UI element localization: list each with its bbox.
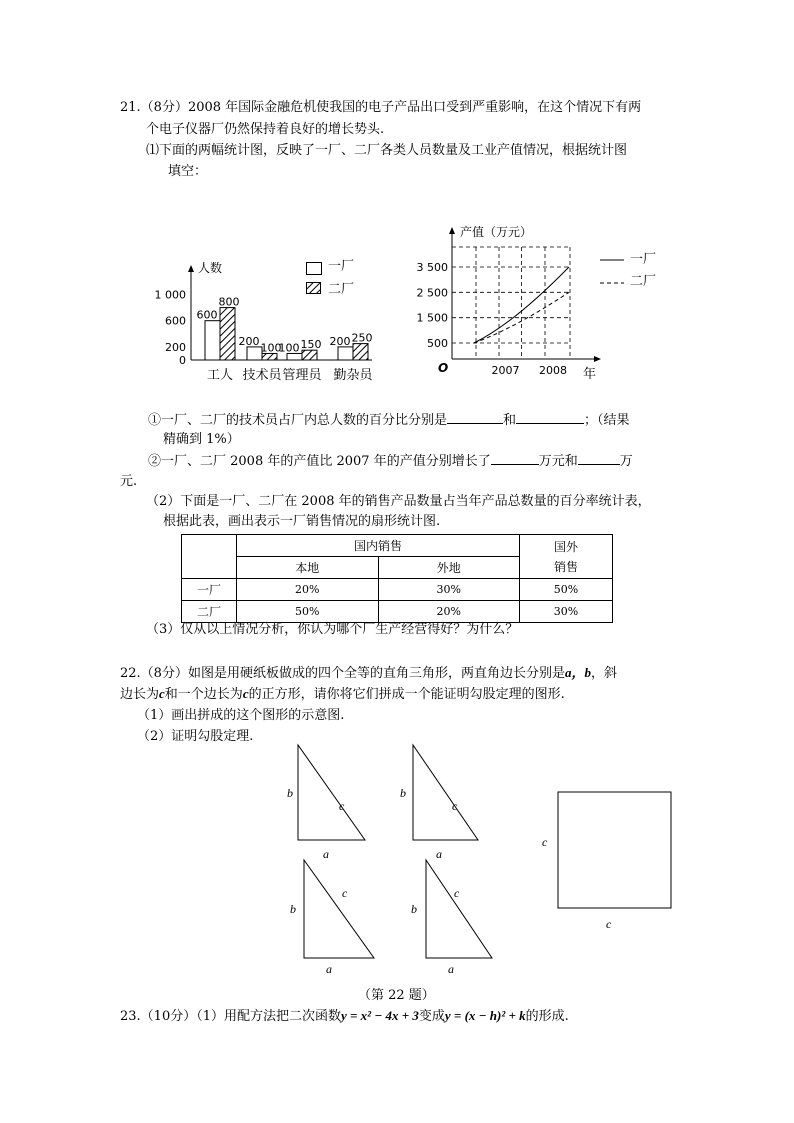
q22-line2-pre: 边长为 bbox=[120, 687, 160, 702]
line-x-tick: 2008 bbox=[539, 364, 567, 377]
table-cell-factory: 一厂 bbox=[182, 579, 237, 601]
q22-line1 bbox=[120, 664, 617, 683]
triangle-3 bbox=[304, 860, 374, 958]
q22-vars-ab: a，b bbox=[564, 665, 591, 680]
table-header-local: 本地 bbox=[237, 557, 379, 579]
table-cell-local: 50% bbox=[237, 601, 379, 623]
legend-label-factory1: 一厂 bbox=[328, 259, 355, 274]
table-row bbox=[182, 579, 613, 601]
answer-blank-1[interactable] bbox=[447, 411, 503, 424]
q21-intro-line2: 个电子仪器厂仍然保持着良好的增长势头. bbox=[146, 122, 385, 137]
q21-subquestion-1 bbox=[148, 411, 630, 430]
line-legend-factory2: 二厂 bbox=[630, 274, 657, 289]
q23-text-post: 的形成. bbox=[525, 1009, 569, 1024]
line-legend-marks bbox=[598, 252, 628, 292]
bar-y-tick: 200 bbox=[165, 340, 186, 354]
side-label-c: c bbox=[542, 835, 548, 849]
bar-factory1 bbox=[205, 321, 220, 360]
bar-category-label: 勤杂员 bbox=[333, 368, 373, 383]
side-label-c: c bbox=[454, 886, 460, 900]
q22-sub2: （2）证明勾股定理. bbox=[137, 729, 254, 744]
line-x-tick: 2007 bbox=[491, 364, 520, 377]
s2-text-pre: ②一厂、二厂 2008 年的产值比 2007 年的产值分别增长了 bbox=[148, 454, 491, 469]
bar-value-label: 800 bbox=[218, 295, 240, 309]
side-label-a: a bbox=[326, 962, 332, 976]
bar-factory1 bbox=[338, 347, 353, 360]
triangle-1 bbox=[298, 745, 365, 840]
q21-part3: （3）仅从以上情况分析，你认为哪个厂生产经营得好？为什么？ bbox=[146, 622, 519, 637]
side-label-a: a bbox=[448, 962, 454, 976]
bar-category-label: 工人 bbox=[206, 368, 234, 383]
side-label-c: c bbox=[339, 799, 345, 813]
bar-value-label: 200 bbox=[238, 334, 260, 348]
q21-subquestion-2-line2: 元. bbox=[120, 474, 138, 489]
bar-value-label: 600 bbox=[196, 308, 218, 322]
q23-text-mid: 变成 bbox=[418, 1009, 445, 1024]
bar-factory2 bbox=[353, 344, 368, 360]
answer-blank-2[interactable] bbox=[516, 411, 584, 424]
origin-label: O bbox=[438, 361, 449, 375]
sales-percentage-table bbox=[181, 534, 613, 623]
foreign-header-line2: 销售 bbox=[553, 559, 578, 574]
output-line-chart bbox=[400, 222, 610, 387]
q23-formula-1: y = x² − 4x + 3 bbox=[341, 1008, 419, 1023]
bar-factory2 bbox=[302, 350, 317, 360]
side-label-b: b bbox=[290, 902, 296, 916]
bar-y-label: 人数 bbox=[198, 261, 223, 275]
side-label-a: a bbox=[436, 847, 442, 861]
line-y-label: 产值（万元） bbox=[460, 225, 533, 239]
line-y-tick: 2 500 bbox=[416, 286, 448, 300]
side-label-a: a bbox=[323, 847, 329, 861]
legend-label-factory2: 二厂 bbox=[328, 282, 355, 297]
side-label-c: c bbox=[452, 799, 458, 813]
q23-text-pre: 23.（10分）（1）用配方法把二次函数 bbox=[120, 1009, 341, 1024]
q23-formula-2: y = (x − h)² + k bbox=[444, 1008, 526, 1023]
triangle-2 bbox=[413, 745, 478, 840]
line-y-tick: 500 bbox=[427, 337, 448, 350]
table-cell-other: 20% bbox=[378, 601, 520, 623]
table-header-domestic: 国内销售 bbox=[237, 535, 520, 557]
q22-line1-post: ，斜 bbox=[590, 666, 617, 681]
s1-text-post: ；（结果 bbox=[584, 413, 630, 428]
line-legend-factory1: 一厂 bbox=[630, 252, 657, 267]
q21-part2-line1: （2）下面是一厂、二厂在 2008 年的销售产品数量占当年产品总数量的百分率统计表， bbox=[146, 494, 651, 509]
table-corner-cell bbox=[182, 535, 237, 579]
s1-text-pre: ①一厂、二厂的技术员占厂内总人数的百分比分别是 bbox=[148, 413, 448, 428]
s2-text-post: 万 bbox=[619, 454, 633, 469]
side-label-b: b bbox=[400, 786, 406, 800]
bar-category-label: 管理员 bbox=[282, 368, 322, 383]
table-cell-other: 30% bbox=[378, 579, 520, 601]
answer-blank-4[interactable] bbox=[578, 452, 620, 465]
table-cell-factory: 二厂 bbox=[182, 601, 237, 623]
side-label-c: c bbox=[342, 886, 348, 900]
line-y-tick: 3 500 bbox=[416, 261, 448, 274]
q22-var-c2: c bbox=[242, 686, 249, 701]
legend-swatch-factory2 bbox=[306, 282, 322, 295]
bar-factory2 bbox=[220, 308, 235, 360]
q23-line bbox=[120, 1007, 569, 1026]
bar-value-label: 200 bbox=[329, 334, 351, 348]
q21-part1-line2: 填空： bbox=[168, 164, 208, 179]
bar-value-label: 100 bbox=[278, 341, 300, 355]
table-cell-foreign: 30% bbox=[520, 601, 613, 623]
q22-line1-text: 22.（8分）如图是用硬纸板做成的四个全等的直角三角形，两直角边长分别是 bbox=[120, 666, 565, 681]
line-x-label: 年 bbox=[583, 367, 597, 382]
q22-line2-post: 的正方形，请你将它们拼成一个能证明勾股定理的图形. bbox=[248, 687, 565, 702]
q21-subquestion-2 bbox=[148, 452, 633, 471]
q22-var-c1: c bbox=[159, 686, 165, 701]
answer-blank-3[interactable] bbox=[491, 452, 539, 465]
foreign-header-line1: 国外 bbox=[553, 539, 578, 554]
legend-swatch-factory1 bbox=[306, 262, 322, 275]
q21-subquestion-1-line2: 精确到 1%） bbox=[163, 432, 240, 447]
table-header-foreign bbox=[520, 535, 613, 579]
q22-line2-mid: 和一个边长为 bbox=[164, 687, 243, 702]
side-label-b: b bbox=[287, 786, 293, 800]
q21-part2-line2: 根据此表，画出表示一厂销售情况的扇形统计图. bbox=[163, 514, 441, 529]
bar-value-label: 150 bbox=[300, 338, 322, 352]
s1-text-mid: 和 bbox=[503, 413, 517, 428]
q22-caption: （第 22 题） bbox=[358, 988, 435, 1003]
q21-intro-line1: 21.（8分）2008 年国际金融危机使我国的电子产品出口受到严重影响，在这个情况下有两 bbox=[120, 100, 642, 115]
square bbox=[558, 792, 671, 908]
s2-text-mid: 万元和 bbox=[538, 454, 578, 469]
bar-value-label: 250 bbox=[351, 331, 373, 345]
line-y-tick: 1 500 bbox=[416, 311, 448, 325]
table-cell-foreign: 50% bbox=[520, 579, 613, 601]
bar-y-tick: 600 bbox=[165, 314, 186, 328]
q22-figure bbox=[280, 740, 700, 980]
q22-sub1: （1）画出拼成的这个图形的示意图. bbox=[137, 708, 345, 723]
table-header-other: 外地 bbox=[378, 557, 520, 579]
q21-part1-line1: ⑴下面的两幅统计图，反映了一厂、二厂各类人员数量及工业产值情况，根据统计图 bbox=[146, 143, 628, 158]
bar-category-label: 技术员 bbox=[242, 368, 282, 383]
bar-y-tick: 0 bbox=[179, 354, 186, 367]
triangle-4 bbox=[426, 860, 492, 958]
bar-y-tick: 1 000 bbox=[154, 288, 186, 302]
q22-line2 bbox=[120, 685, 565, 704]
bar-value-label: 100 bbox=[260, 341, 282, 355]
side-label-b: b bbox=[411, 902, 417, 916]
table-cell-local: 20% bbox=[237, 579, 379, 601]
table-row bbox=[182, 601, 613, 623]
side-label-c: c bbox=[606, 917, 612, 931]
